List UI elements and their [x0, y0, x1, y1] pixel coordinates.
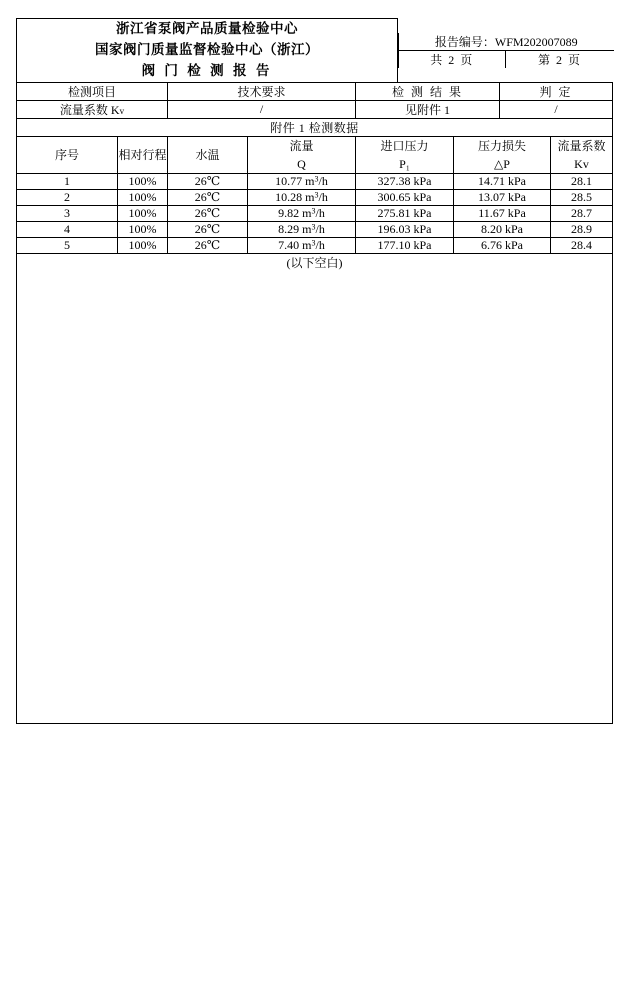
att-col-temp: 水温 — [168, 136, 248, 173]
cell-pressure: 327.38 kPa — [356, 173, 454, 189]
cell-loss: 8.20 kPa — [454, 221, 551, 237]
att-col-loss: 压力损失 △P — [454, 136, 551, 173]
attachment-caption-row — [17, 118, 613, 136]
cell-kv: 28.1 — [551, 173, 613, 189]
table-row — [17, 237, 613, 253]
blank-note: (以下空白) — [17, 253, 613, 271]
cell-loss: 6.76 kPa — [454, 237, 551, 253]
total-pages: 共 2 页 — [399, 50, 506, 68]
cell-flow: 7.40 $m^3/h$ — [248, 237, 356, 253]
cell-no: 2 — [17, 189, 118, 205]
center-title — [17, 19, 398, 83]
att-col-stroke: 相对行程 — [118, 136, 168, 173]
title-line-2: 国家阀门质量监督检验中心（浙江） — [95, 41, 319, 57]
col-result: 检 测 结 果 — [356, 82, 500, 100]
cell-flow: 8.29 $m^3/h$ — [248, 221, 356, 237]
cell-loss: 14.71 kPa — [454, 173, 551, 189]
cell-pressure: 300.65 kPa — [356, 189, 454, 205]
col-verdict: 判 定 — [500, 82, 613, 100]
report-number-label: 报告编号： — [434, 34, 495, 49]
cell-stroke: 100% — [118, 237, 168, 253]
cell-flow: 10.77 $m^3/h$ — [248, 173, 356, 189]
cell-temp: 26℃ — [168, 237, 248, 253]
current-page: 第 2 页 — [506, 50, 614, 68]
table-row — [17, 100, 613, 118]
cell-pressure: 196.03 kPa — [356, 221, 454, 237]
cell-kv: 28.7 — [551, 205, 613, 221]
cell-no: 5 — [17, 237, 118, 253]
cell-item-text: 流量系数 Kv — [59, 102, 125, 117]
attachment-header-row — [17, 136, 613, 173]
cell-pressure: 275.81 kPa — [356, 205, 454, 221]
cell-item — [17, 100, 168, 118]
cell-no: 1 — [17, 173, 118, 189]
col-requirement: 技术要求 — [168, 82, 356, 100]
cell-pressure: 177.10 kPa — [356, 237, 454, 253]
cell-temp: 26℃ — [168, 173, 248, 189]
table-row — [17, 189, 613, 205]
table-row — [17, 205, 613, 221]
att-col-kv: 流量系数 Kv — [551, 136, 613, 173]
cell-stroke: 100% — [118, 173, 168, 189]
cell-kv: 28.4 — [551, 237, 613, 253]
cell-no: 3 — [17, 205, 118, 221]
cell-kv: 28.9 — [551, 221, 613, 237]
report-number-value: WFM202007089 — [494, 34, 578, 49]
cell-temp: 26℃ — [168, 189, 248, 205]
cell-kv: 28.5 — [551, 189, 613, 205]
main-header-row — [17, 82, 613, 100]
empty-area — [17, 271, 613, 724]
col-item: 检测项目 — [17, 82, 168, 100]
cell-flow: 9.82 $m^3/h$ — [248, 205, 356, 221]
cell-requirement: / — [168, 100, 356, 118]
att-col-no: 序号 — [17, 136, 118, 173]
att-col-pressure: 进口压力 P₁ — [356, 136, 454, 173]
cell-temp: 26℃ — [168, 205, 248, 221]
cell-stroke: 100% — [118, 205, 168, 221]
title-line-1: 浙江省泵阀产品质量检验中心 — [116, 21, 298, 36]
cell-flow: 10.28 $m^3/h$ — [248, 189, 356, 205]
cell-stroke: 100% — [118, 189, 168, 205]
cell-verdict: / — [500, 100, 613, 118]
report-table — [16, 18, 613, 724]
table-row — [17, 173, 613, 189]
cell-loss: 13.07 kPa — [454, 189, 551, 205]
cell-temp: 26℃ — [168, 221, 248, 237]
title-row — [17, 19, 613, 83]
cell-stroke: 100% — [118, 221, 168, 237]
blank-note-row — [17, 253, 613, 271]
cell-no: 4 — [17, 221, 118, 237]
title-line-3: 阀 门 检 测 报 告 — [141, 62, 273, 78]
cell-result: 见附件 1 — [356, 100, 500, 118]
attachment-caption: 附件 1 检测数据 — [17, 118, 613, 136]
att-col-flow: 流量 Q — [248, 136, 356, 173]
table-row — [17, 221, 613, 237]
report-number — [399, 33, 614, 51]
cell-loss: 11.67 kPa — [454, 205, 551, 221]
empty-area-row — [17, 271, 613, 724]
